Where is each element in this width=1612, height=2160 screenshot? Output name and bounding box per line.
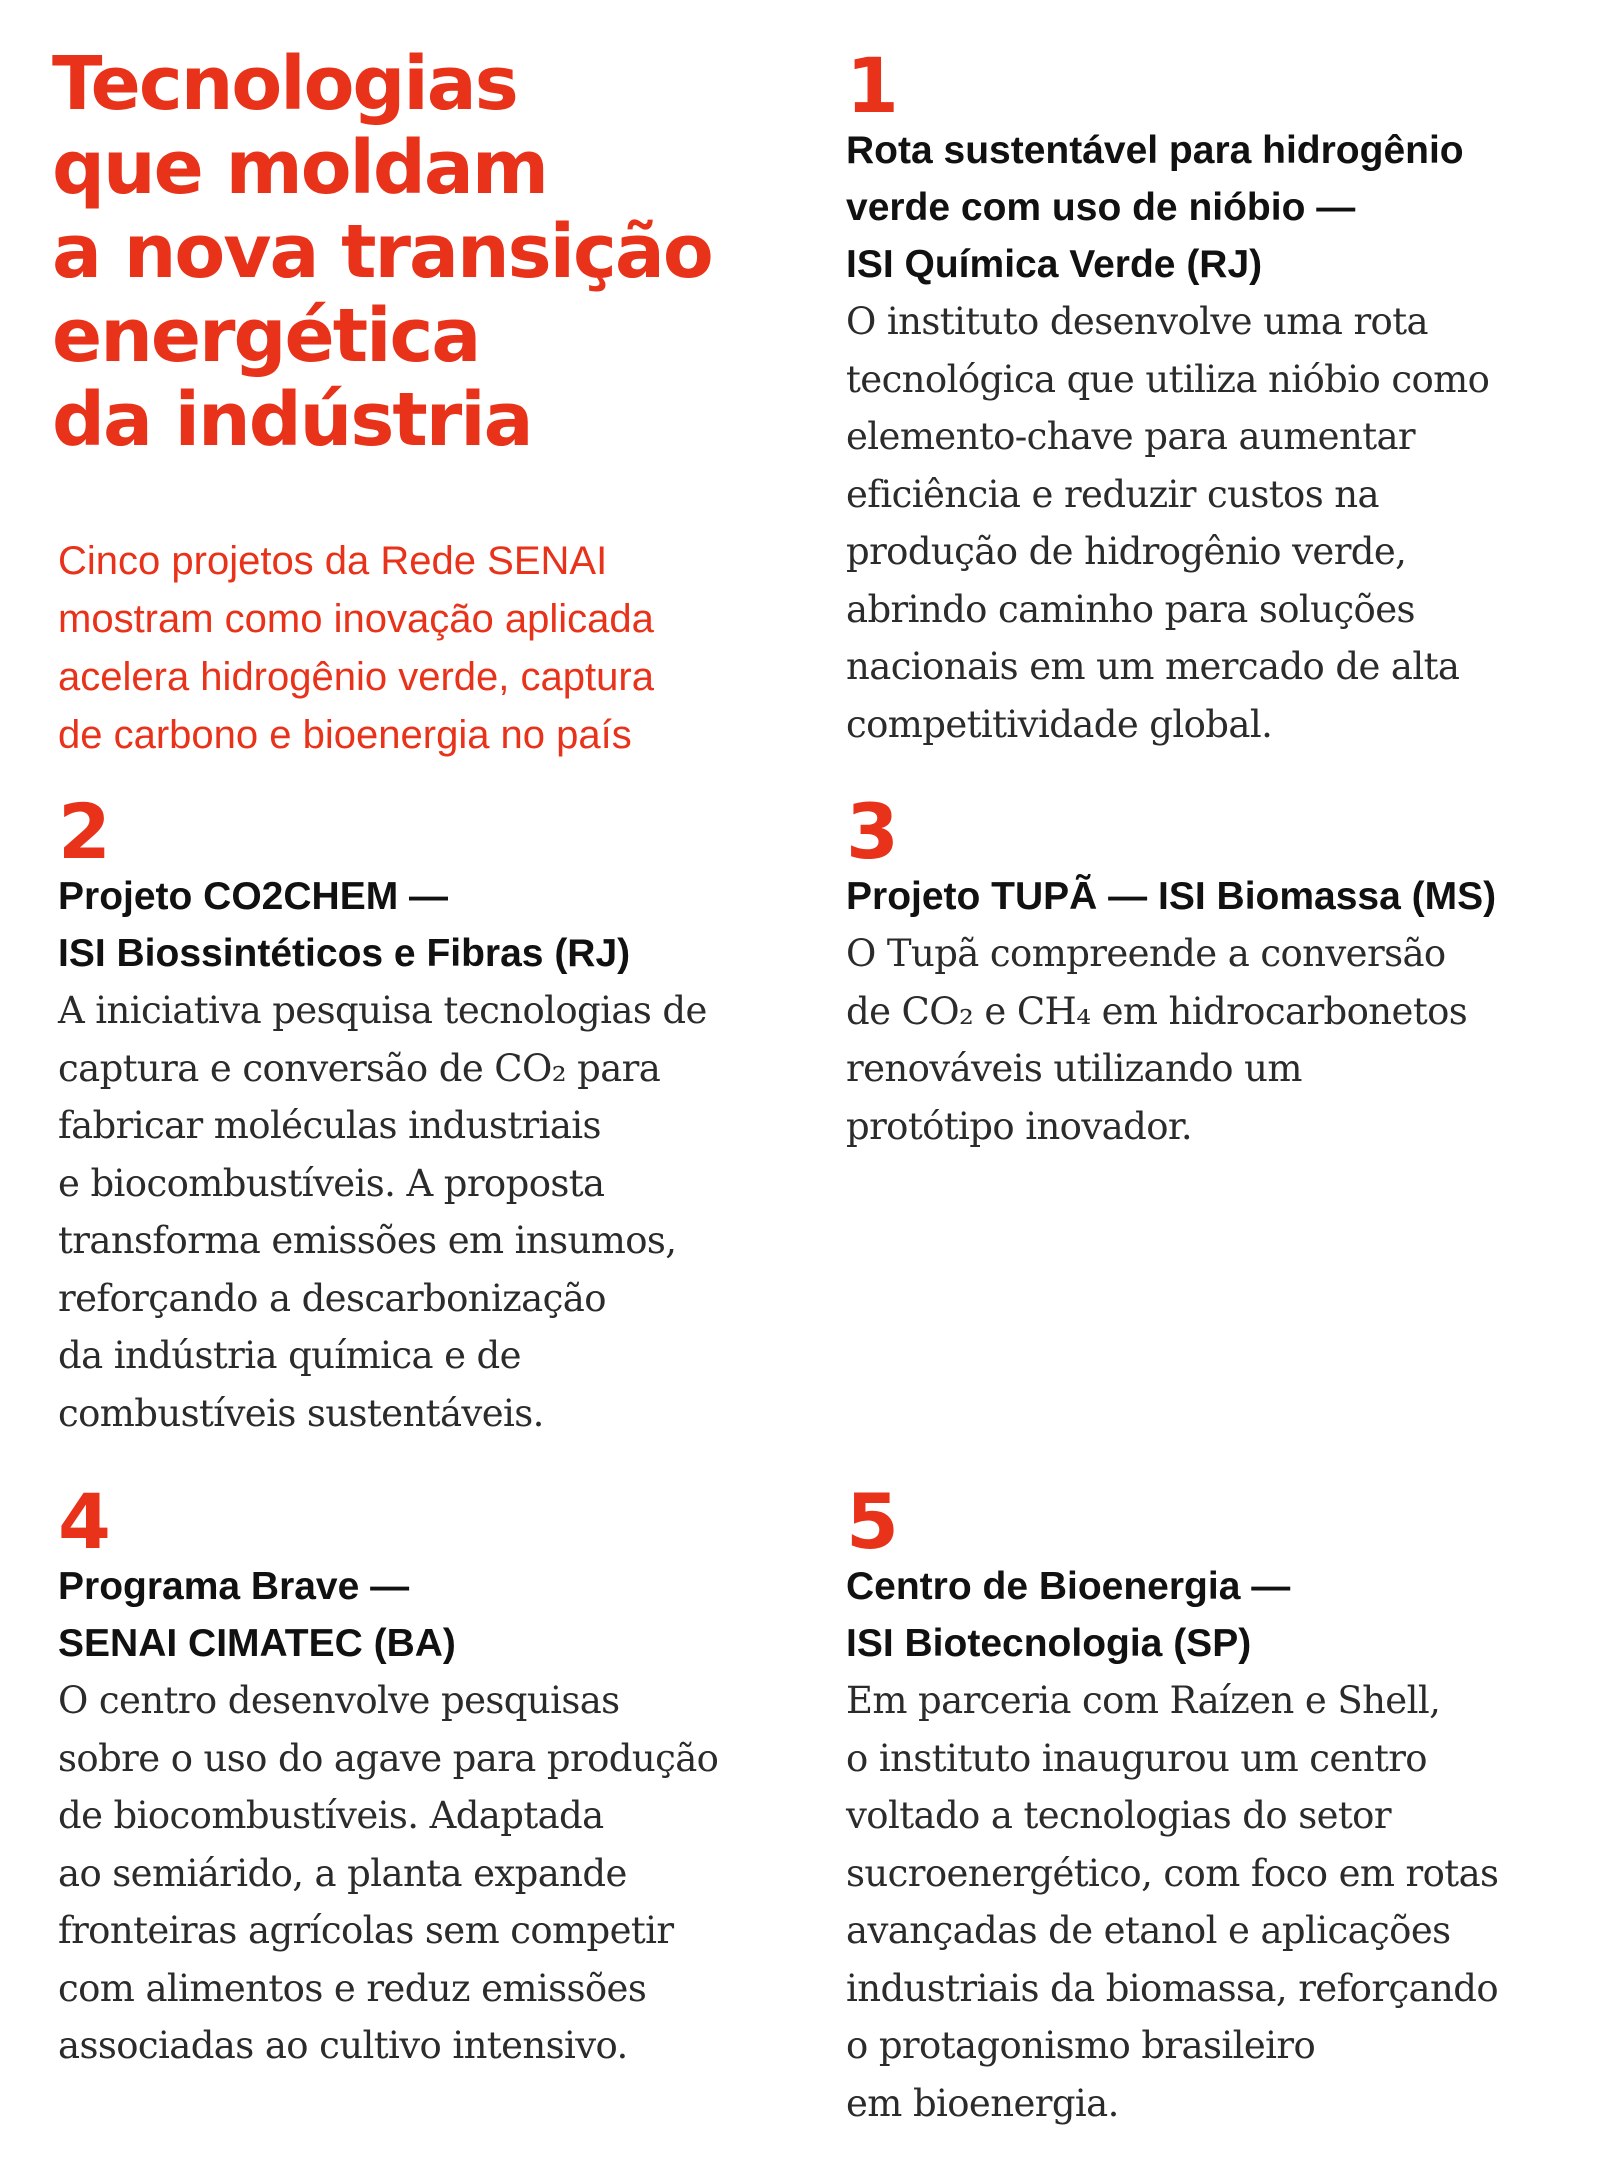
body-line: elemento-chave para aumentar bbox=[846, 415, 1416, 458]
subtitle-line: acelera hidrogênio verde, captura bbox=[58, 655, 654, 699]
body-line: fronteiras agrícolas sem competir bbox=[58, 1909, 674, 1952]
title-line: Tecnologias bbox=[52, 41, 517, 127]
title-line: a nova transição bbox=[52, 209, 712, 295]
project-heading bbox=[846, 1558, 1586, 1672]
body-line: Em parceria com Raízen e Shell, bbox=[846, 1679, 1441, 1722]
project-number: 2 bbox=[58, 787, 111, 876]
project-item-2 bbox=[58, 787, 798, 1442]
heading-line: Programa Brave — bbox=[58, 1565, 410, 1608]
body-line: o instituto inaugurou um centro bbox=[846, 1736, 1427, 1780]
body-line: voltado a tecnologias do setor bbox=[846, 1794, 1391, 1837]
subtitle-line: Cinco projetos da Rede SENAI bbox=[58, 539, 608, 583]
body-line: O Tupã compreende a conversão bbox=[846, 932, 1446, 975]
page-subtitle bbox=[58, 532, 778, 764]
body-line: de biocombustíveis. Adaptada bbox=[58, 1794, 604, 1837]
project-heading bbox=[58, 868, 798, 982]
body-line: produção de hidrogênio verde, bbox=[846, 530, 1407, 573]
body-line: eficiência e reduzir custos na bbox=[846, 472, 1379, 516]
body-line: em bioenergia. bbox=[846, 2081, 1119, 2125]
heading-line: Projeto CO2CHEM — bbox=[58, 875, 449, 918]
page-title bbox=[52, 42, 752, 462]
heading-line: ISI Biossintéticos e Fibras (RJ) bbox=[58, 932, 631, 975]
body-line: tecnológica que utiliza nióbio como bbox=[846, 357, 1490, 401]
body-line: protótipo inovador. bbox=[846, 1104, 1193, 1148]
project-heading bbox=[846, 868, 1586, 925]
project-description bbox=[846, 293, 1586, 753]
body-line: avançadas de etanol e aplicações bbox=[846, 1909, 1451, 1952]
body-line: combustíveis sustentáveis. bbox=[58, 1391, 544, 1435]
project-heading bbox=[846, 122, 1586, 293]
subtitle-line: mostram como inovação aplicada bbox=[58, 597, 654, 641]
body-line: nacionais em um mercado de alta bbox=[846, 645, 1460, 688]
body-line: renováveis utilizando um bbox=[846, 1047, 1302, 1090]
body-line: com alimentos e reduz emissões bbox=[58, 1966, 647, 2010]
body-line: competitividade global. bbox=[846, 702, 1273, 746]
heading-line: ISI Biotecnologia (SP) bbox=[846, 1622, 1252, 1665]
project-number: 1 bbox=[846, 41, 899, 130]
project-description bbox=[58, 1672, 798, 2075]
project-item-3 bbox=[846, 787, 1586, 1155]
heading-line: Centro de Bioenergia — bbox=[846, 1565, 1291, 1608]
body-line: ao semiárido, a planta expande bbox=[58, 1851, 627, 1895]
heading-line: SENAI CIMATEC (BA) bbox=[58, 1622, 456, 1665]
title-line: que moldam bbox=[52, 125, 547, 211]
project-item-5 bbox=[846, 1477, 1586, 2132]
project-item-4 bbox=[58, 1477, 798, 2075]
title-line: da indústria bbox=[52, 377, 532, 463]
body-line: reforçando a descarbonização bbox=[58, 1276, 606, 1320]
body-line: A iniciativa pesquisa tecnologias de bbox=[58, 989, 707, 1032]
project-description bbox=[58, 982, 798, 1442]
heading-line: Projeto TUPÃ — ISI Biomassa (MS) bbox=[846, 875, 1497, 918]
heading-line: ISI Química Verde (RJ) bbox=[846, 243, 1263, 286]
body-line: sucroenergético, com foco em rotas bbox=[846, 1851, 1499, 1895]
project-number: 5 bbox=[846, 1477, 899, 1566]
project-number: 4 bbox=[58, 1477, 111, 1566]
project-number: 3 bbox=[846, 787, 899, 876]
subtitle-line: de carbono e bioenergia no país bbox=[58, 713, 632, 757]
body-line: industriais da biomassa, reforçando bbox=[846, 1966, 1499, 2010]
body-line: O instituto desenvolve uma rota bbox=[846, 300, 1428, 343]
body-line: associadas ao cultivo intensivo. bbox=[58, 2024, 628, 2067]
heading-line: verde com uso de nióbio — bbox=[846, 186, 1356, 229]
body-line: abrindo caminho para soluções bbox=[846, 587, 1415, 631]
body-line: fabricar moléculas industriais bbox=[58, 1104, 601, 1147]
title-line: energética bbox=[52, 293, 480, 379]
body-line: transforma emissões em insumos, bbox=[58, 1219, 677, 1262]
body-line: O centro desenvolve pesquisas bbox=[58, 1679, 620, 1722]
body-line: captura e conversão de CO₂ para bbox=[58, 1046, 661, 1090]
project-description bbox=[846, 925, 1586, 1155]
project-item-1 bbox=[846, 41, 1586, 753]
project-heading bbox=[58, 1558, 798, 1672]
heading-line: Rota sustentável para hidrogênio bbox=[846, 129, 1464, 172]
body-line: sobre o uso do agave para produção bbox=[58, 1736, 719, 1780]
body-line: o protagonismo brasileiro bbox=[846, 2024, 1316, 2067]
project-description bbox=[846, 1672, 1586, 2132]
body-line: e biocombustíveis. A proposta bbox=[58, 1161, 605, 1205]
body-line: de CO₂ e CH₄ em hidrocarbonetos bbox=[846, 989, 1468, 1033]
body-line: da indústria química e de bbox=[58, 1334, 521, 1377]
